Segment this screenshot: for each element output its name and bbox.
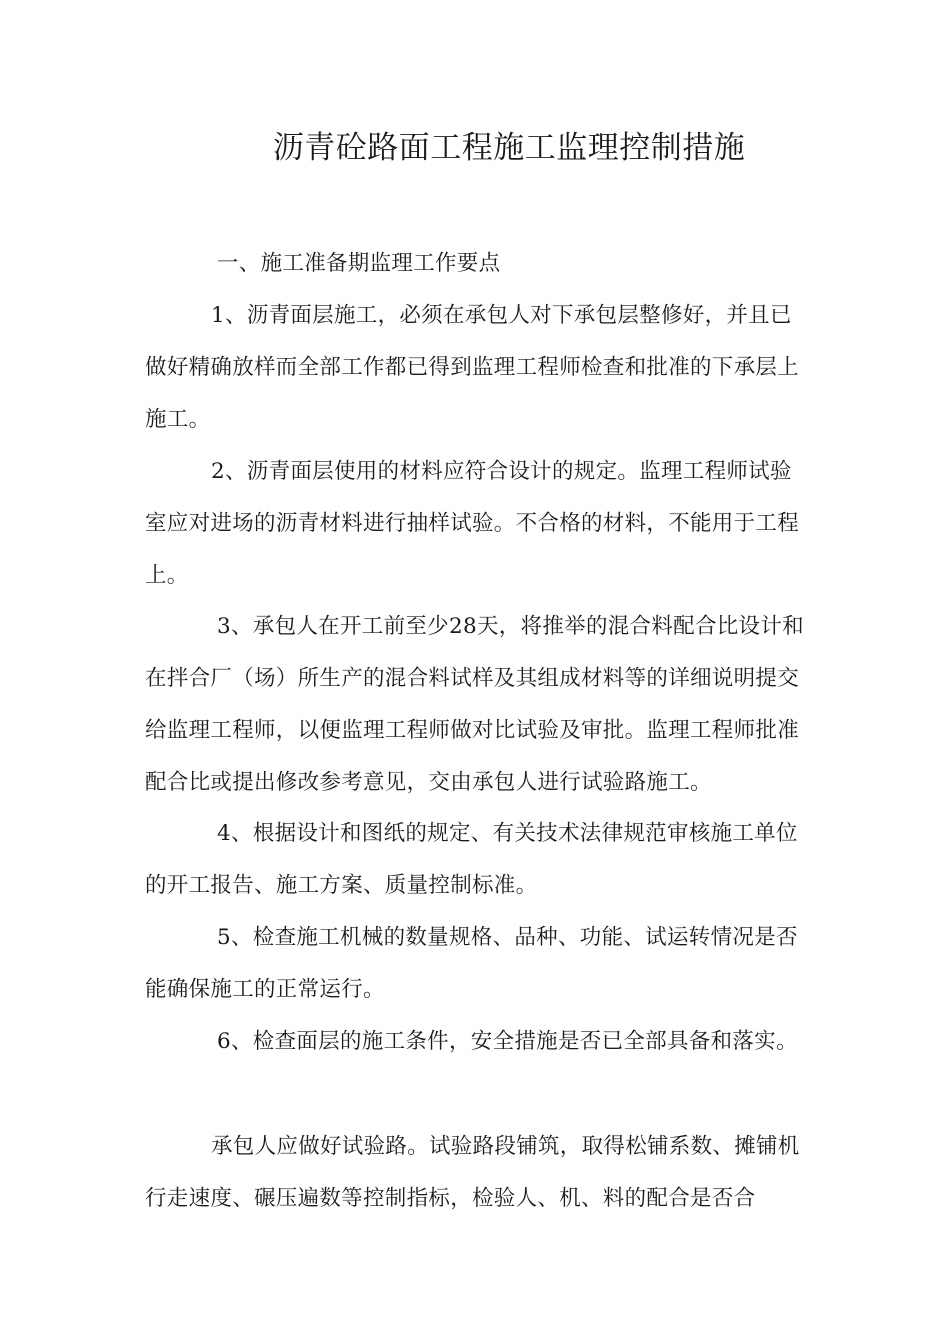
- section-heading: 一、施工准备期监理工作要点: [217, 251, 501, 276]
- paragraph-5: 5、检查施工机械的数量规格、品种、功能、试运转情况是否能确保施工的正常运行。: [145, 925, 798, 1002]
- paragraph-4: 4、根据设计和图纸的规定、有关技术法律规范审核施工单位的开工报告、施工方案、质量控制标准。: [145, 821, 798, 898]
- paragraph-7: 承包人应做好试验路。试验路段铺筑，取得松铺系数、摊铺机行走速度、碾压遍数等控制指标，检验人、机、料的配合是否合: [145, 1134, 800, 1211]
- paragraph-6: 6、检查面层的施工条件，安全措施是否已全部具备和落实。: [217, 1029, 798, 1054]
- paragraph-1: 1、沥青面层施工，必须在承包人对下承包层整修好，并且已做好精确放样而全部工作都已得到监理工程师检查和批准的下承层上施工。: [145, 303, 800, 432]
- paragraph-3: 3、承包人在开工前至少28天，将推举的混合料配合比设计和在拌合厂（场）所生产的混合料试样及其组成材料等的详细说明提交给监理工程师，以便监理工程师做对比试验及审批。监理工程师批准配合比或提出修改参考意见，交由承包人进行试验路施工。: [145, 614, 804, 795]
- paragraph-2: 2、沥青面层使用的材料应符合设计的规定。监理工程师试验室应对进场的沥青材料进行抽样试验。不合格的材料，不能用于工程上。: [145, 459, 800, 588]
- document-title: 沥青砼路面工程施工监理控制措施: [272, 130, 746, 166]
